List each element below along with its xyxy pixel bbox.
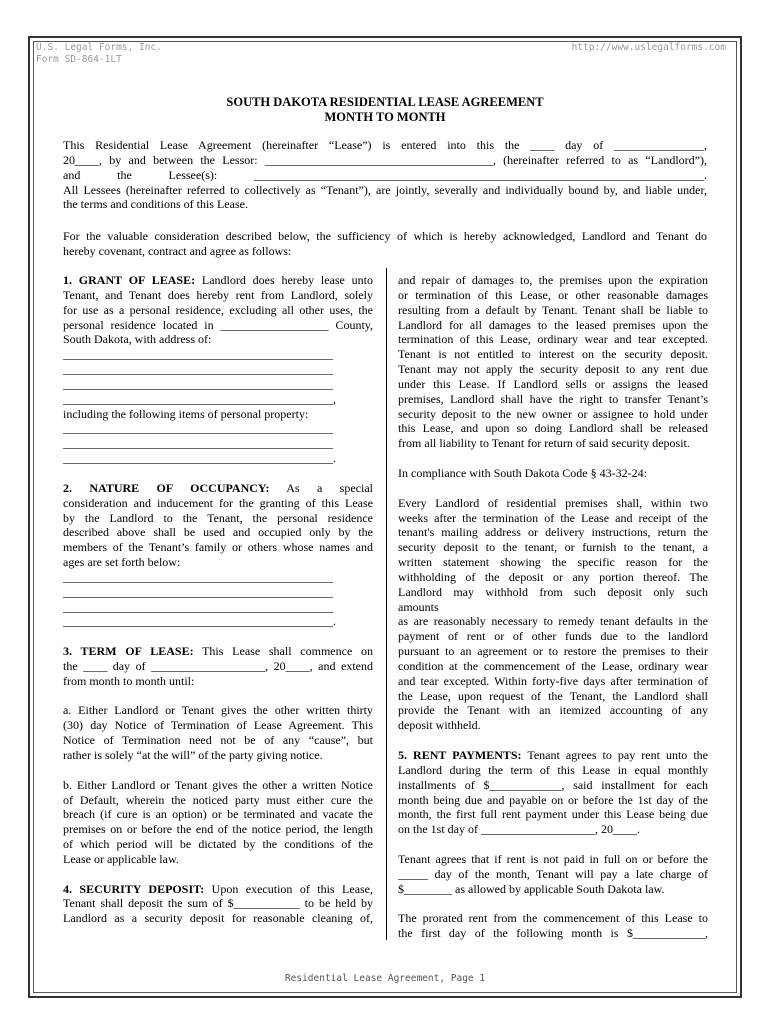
occupant-blank-line[interactable]: _____________________________________________. bbox=[63, 614, 336, 629]
prorated-rent-line: the first day of the following month is $____________, bbox=[398, 926, 708, 941]
page-footer: Residential Lease Agreement, Page 1 bbox=[284, 973, 486, 984]
statute-line: Landlord may withhold from such deposit only such bbox=[398, 584, 708, 599]
section-5-line: installments of $____________, said installment for each bbox=[398, 777, 708, 792]
deposit-line: or termination of this Lease, or other reasonable damages bbox=[398, 287, 708, 302]
section-3b-line: of Default, wherein the noticed party must either cure the bbox=[63, 792, 373, 807]
deposit-line: security deposit to the new owner or assignee to hold under bbox=[398, 406, 708, 421]
section-1-line: Tenant, and Tenant does hereby rent from Landlord, solely bbox=[63, 287, 373, 302]
section-3a-line: (30) day Notice of Termination of Lease Agreement. This bbox=[63, 718, 373, 733]
section-3a-line: a. Either Landlord or Tenant gives the other written thirty bbox=[63, 703, 373, 718]
section-5-line: month being due and payable on or before the 1st day of the bbox=[398, 792, 708, 807]
address-blank-line[interactable]: _____________________________________________ bbox=[63, 376, 333, 391]
section-1-line: 1. GRANT OF LEASE: Landlord does hereby lease unto bbox=[63, 273, 373, 287]
document-subtitle: MONTH TO MONTH bbox=[324, 110, 446, 124]
statute-line: condition at the commencement of the Lease, ordinary wear bbox=[398, 658, 708, 673]
statute-line: payment of rent or of other funds due to the landlord bbox=[398, 629, 708, 644]
statute-line: the Lease, upon request of the Tenant, the Landlord shall bbox=[398, 688, 708, 703]
document-title: SOUTH DAKOTA RESIDENTIAL LEASE AGREEMENT bbox=[226, 95, 544, 109]
header-left bbox=[36, 42, 162, 66]
statute-line: tenant's mailing address or delivery instructions, return the bbox=[398, 525, 708, 540]
compliance-heading: In compliance with South Dakota Code § 43-32-24: bbox=[398, 465, 647, 480]
intro-line: and the Lessee(s): ___________________________________________________________________________. bbox=[63, 167, 707, 182]
late-charge-line: Tenant agrees that if rent is not paid in full on or before the bbox=[398, 851, 708, 866]
section-3b-line: b. Either Landlord or Tenant gives the other a written Notice bbox=[63, 777, 373, 792]
section-2-line: consideration and inducement for the granting of this Lease bbox=[63, 495, 373, 510]
consideration-line: For the valuable consideration described below, the sufficiency of which is hereby acknowledged, Landlord and Tenant do bbox=[63, 229, 707, 243]
section-2-line: by the Landlord to the Tenant, the personal residence bbox=[63, 510, 373, 525]
section-3b-line: Lease or applicable law. bbox=[63, 851, 179, 866]
deposit-line: under this Lease. If Landlord sells or assigns the leased bbox=[398, 376, 708, 391]
statute-line: as are reasonably necessary to remedy tenant defaults in the bbox=[398, 614, 708, 629]
section-5-heading: 5. RENT PAYMENTS: bbox=[398, 748, 522, 762]
section-1-line: personal residence located in __________________ County, bbox=[63, 317, 373, 332]
occupant-blank-line[interactable]: _____________________________________________ bbox=[63, 599, 333, 614]
section-5-line: month, the first full rent payment under this Lease being due bbox=[398, 807, 708, 822]
late-charge-line: $________ as allowed by applicable South Dakota law. bbox=[398, 881, 665, 896]
property-blank-line[interactable]: _____________________________________________ bbox=[63, 436, 333, 451]
intro-line: All Lessees (hereinafter referred to collectively as “Tenant”), are jointly, severally and individually bound by, and liable under, bbox=[63, 182, 707, 197]
section-3a-line: rather is solely “at the will” of the party giving notice. bbox=[63, 748, 323, 762]
statute-line: and tear excepted. Within forty-five days after termination of bbox=[398, 673, 708, 688]
section-1-line: South Dakota, with address of: bbox=[63, 332, 212, 347]
section-5-line: on the 1st day of ___________________, 20____. bbox=[398, 822, 640, 837]
deposit-line: Tenant may not apply the security deposit to any rent due bbox=[398, 362, 708, 377]
section-2-line: members of the Tenant’s family or others whose names and bbox=[63, 540, 373, 555]
section-5-line: 5. RENT PAYMENTS: Tenant agrees to pay rent unto the bbox=[398, 748, 709, 762]
deposit-line: Landlord for all damages to the leased premises upon the bbox=[398, 317, 708, 332]
intro-line: This Residential Lease Agreement (hereinafter “Lease”) is entered into this the ____ day of _______________, bbox=[63, 138, 707, 152]
section-3b-line: breach (if cure is an option) or be terminated and vacate the bbox=[63, 807, 373, 822]
property-blank-line[interactable]: _____________________________________________. bbox=[63, 451, 336, 466]
statute-line: withholding of the deposit or any portion thereof. The bbox=[398, 569, 708, 584]
occupant-blank-line[interactable]: _____________________________________________ bbox=[63, 584, 333, 599]
section-5-line: Landlord during the term of this Lease in equal monthly bbox=[398, 762, 708, 777]
intro-paragraph bbox=[63, 138, 707, 212]
deposit-line: premises, Landlord shall have the right to transfer Tenant’s bbox=[398, 391, 708, 406]
deposit-line: termination of this Lease, ordinary wear and tear excepted. bbox=[398, 332, 708, 347]
consideration-paragraph bbox=[63, 229, 707, 259]
section-1-line: including the following items of personal property: bbox=[63, 406, 309, 421]
section-1-heading: 1. GRANT OF LEASE: bbox=[63, 273, 196, 287]
section-4-line: Tenant shall deposit the sum of $___________ to be held by bbox=[63, 896, 373, 911]
left-column bbox=[63, 273, 373, 926]
header-form-number: Form SD-864-1LT bbox=[36, 54, 122, 65]
section-3b-line: premises on or before the end of the notice period, the length bbox=[63, 822, 373, 837]
deposit-line: Tenant is not entitled to interest on the security deposit. bbox=[398, 347, 708, 362]
section-4-line: 4. SECURITY DEPOSIT: Upon execution of this Lease, bbox=[63, 881, 374, 896]
section-3-line: the ____ day of ___________________, 20____, and extend bbox=[63, 658, 373, 673]
prorated-rent-line: The prorated rent from the commencement of this Lease to bbox=[398, 911, 708, 926]
address-blank-line[interactable]: _____________________________________________ bbox=[63, 362, 333, 377]
intro-line: the terms and conditions of this Lease. bbox=[63, 197, 248, 212]
right-column bbox=[398, 273, 708, 941]
consideration-line: hereby covenant, contract and agree as follows: bbox=[63, 243, 292, 258]
deposit-line: from all liability to Tenant for return of said security deposit. bbox=[398, 436, 690, 451]
header-url: http://www.uslegalforms.com bbox=[571, 42, 726, 53]
section-4-line: Landlord as a security deposit for reasonable cleaning of, bbox=[63, 911, 373, 926]
header-company: U.S. Legal Forms, Inc. bbox=[36, 42, 162, 53]
section-2-heading: 2. NATURE OF OCCUPANCY: bbox=[63, 480, 270, 495]
section-2-line: ages are set forth below: bbox=[63, 555, 181, 570]
statute-line: pursuant to an agreement or to restore the premises to their bbox=[398, 644, 708, 659]
section-1-line: for use as a personal residence, excluding all other uses, the bbox=[63, 302, 373, 317]
section-3-line: 3. TERM OF LEASE: This Lease shall commence on bbox=[63, 644, 374, 659]
statute-line: security deposit to the tenant, or furnish to the tenant, a bbox=[398, 540, 708, 555]
statute-line: weeks after the termination of the Lease and receipt of the bbox=[398, 510, 708, 525]
section-4-heading: 4. SECURITY DEPOSIT: bbox=[63, 881, 205, 896]
statute-line: provide the Tenant with an itemized accounting of any bbox=[398, 703, 708, 718]
statute-line: Every Landlord of residential premises shall, within two bbox=[398, 495, 708, 510]
section-3-heading: 3. TERM OF LEASE: bbox=[63, 644, 194, 659]
deposit-line: this Lease, and upon so doing Landlord shall be released bbox=[398, 421, 708, 436]
late-charge-line: _____ day of the month, Tenant will pay a late charge of bbox=[398, 866, 708, 881]
address-blank-line[interactable]: _____________________________________________, bbox=[63, 391, 336, 406]
section-3a-line: Notice of Termination need not be of any “cause”, but bbox=[63, 733, 373, 748]
intro-line: 20____, by and between the Lessor: ______________________________________, (hereinafter referred to as “Landlord”), bbox=[63, 152, 707, 167]
section-2-line: 2. NATURE OF OCCUPANCY: As a special bbox=[63, 480, 373, 495]
statute-line: written statement showing the specific reason for the bbox=[398, 555, 708, 570]
property-blank-line[interactable]: _____________________________________________ bbox=[63, 421, 333, 436]
address-blank-line[interactable]: _____________________________________________ bbox=[63, 347, 333, 362]
section-3-line: from month to month until: bbox=[63, 673, 195, 688]
column-divider bbox=[386, 268, 387, 940]
deposit-line: and repair of damages to, the premises upon the expiration bbox=[398, 273, 708, 287]
statute-line: deposit withheld. bbox=[398, 718, 481, 733]
deposit-line: resulting from a default by Tenant. Tenant shall be liable to bbox=[398, 302, 708, 317]
occupant-blank-line[interactable]: _____________________________________________ bbox=[63, 569, 333, 584]
section-3b-line: of which period will be dictated by the conditions of the bbox=[63, 837, 373, 852]
statute-line: amounts bbox=[398, 599, 439, 614]
section-2-line: described above shall be used and occupied only by the bbox=[63, 525, 373, 540]
